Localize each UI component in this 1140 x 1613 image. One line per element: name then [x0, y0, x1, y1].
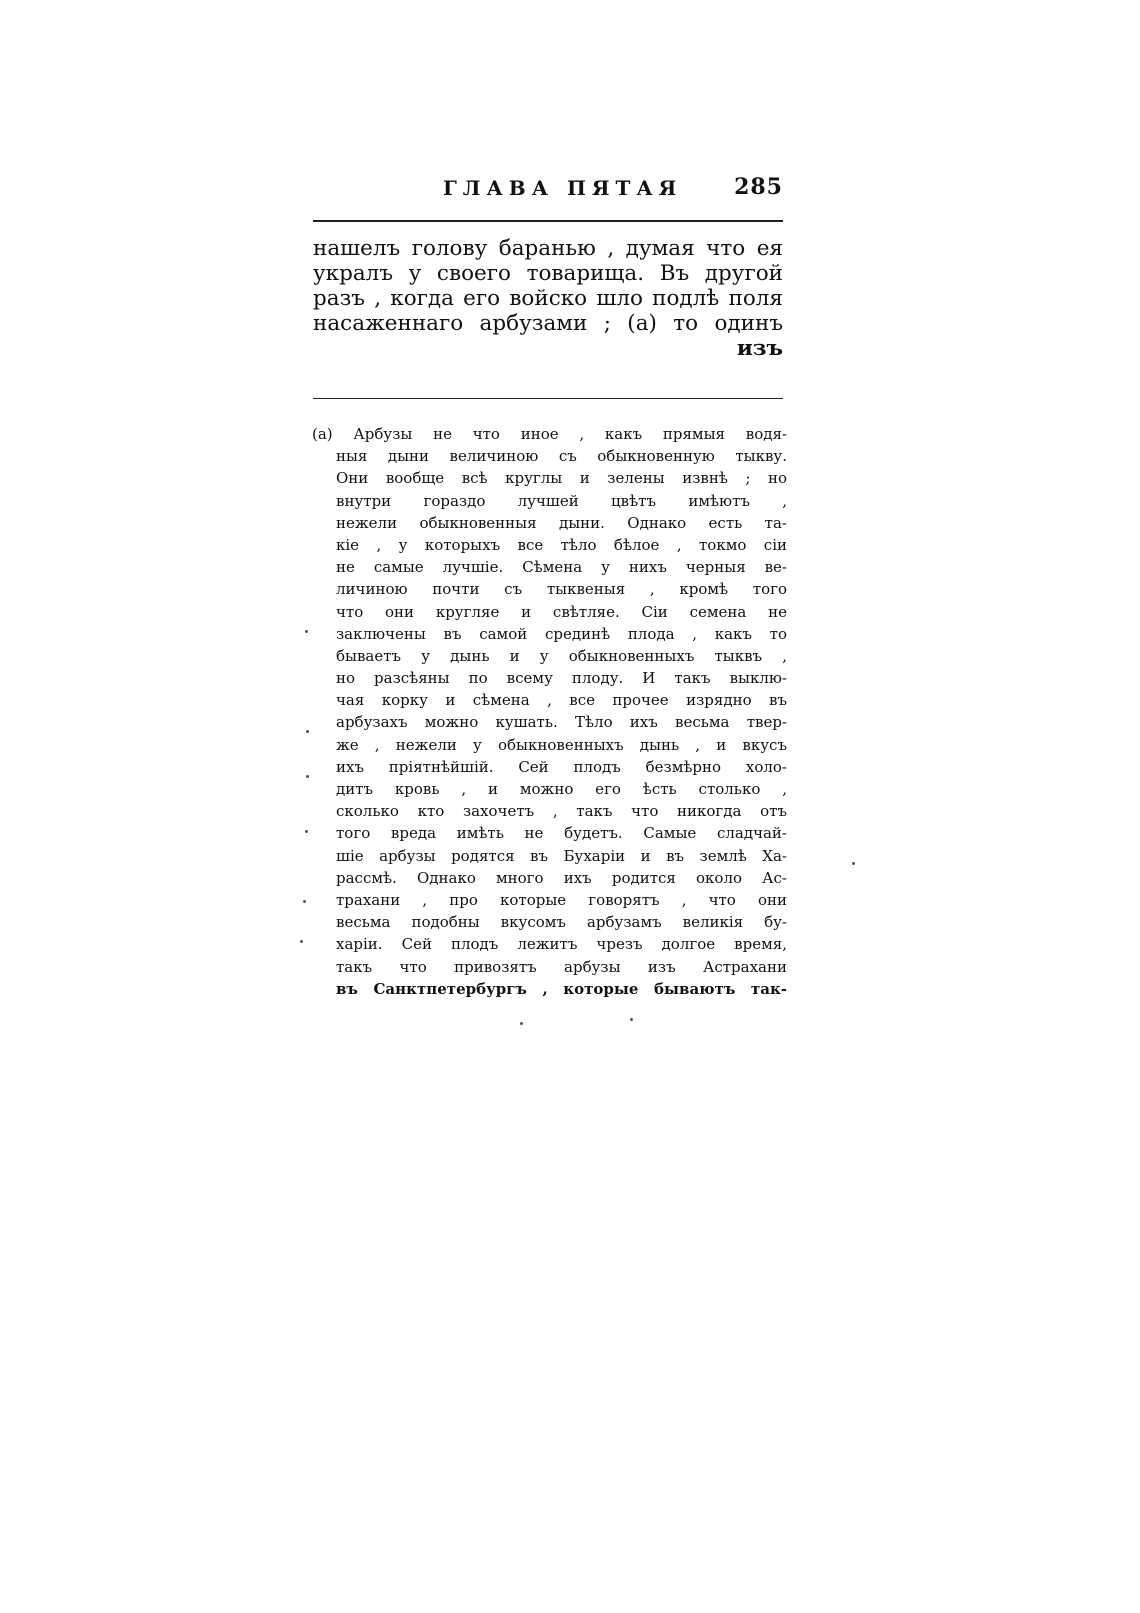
main-text-line: нашелъ голову баранью , думая что ея [313, 236, 783, 261]
footnote-line: внутри гораздо лучшей цвѣтъ имѣютъ , [336, 491, 787, 510]
footnote-line: но разсѣяны по всему плоду. И такъ выклю- [336, 669, 787, 688]
footnote-line: же , нежели у обыкновенныхъ дынь , и вкусъ [336, 735, 787, 754]
footnote-line: въ Санктпетербургъ , которые бываютъ так- [336, 979, 787, 998]
running-head [313, 170, 783, 210]
footnote-line: харіи. Сей плодъ лежитъ чрезъ долгое время, [336, 935, 787, 954]
footnote-rule [313, 398, 783, 399]
print-speck [520, 1022, 523, 1025]
main-text-line: укралъ у своего товарища. Въ другой [313, 261, 783, 286]
print-speck [852, 862, 855, 865]
footnote-line: такъ что привозятъ арбузы изъ Астрахани [336, 957, 787, 976]
print-speck [300, 940, 303, 943]
footnote-line: личиною почти съ тыквеныя , кромѣ того [336, 580, 787, 599]
main-text-line: насаженнаго арбузами ; (а) то одинъ [313, 311, 783, 336]
footnote-line: ихъ пріятнѣйшій. Сей плодъ безмѣрно холо- [336, 757, 787, 776]
print-speck [306, 775, 309, 778]
page-number: 285 [734, 174, 783, 200]
footnote-line: Они вообще всѣ круглы и зелены извнѣ ; но [336, 469, 787, 488]
catchword: изъ [736, 336, 783, 361]
footnote-line: рассмѣ. Однако много ихъ родится около Ас- [336, 868, 787, 887]
main-text-line: разъ , когда его войско шло подлѣ поля [313, 286, 783, 311]
footnote-line: нежели обыкновенныя дыни. Однако есть та- [336, 513, 787, 532]
print-speck [305, 630, 308, 633]
footnote-line: весьма подобны вкусомъ арбузамъ великія бу- [336, 913, 787, 932]
footnote-line: того вреда имѣть не будетъ. Самые сладчай- [336, 824, 787, 843]
footnote-line: арбузахъ можно кушать. Тѣло ихъ весьма твер- [336, 713, 787, 732]
print-speck [303, 900, 306, 903]
footnote-line: сколько кто захочетъ , такъ что никогда отъ [336, 802, 787, 821]
print-speck [306, 730, 309, 733]
footnote-line: кіе , у которыхъ все тѣло бѣлое , токмо сіи [336, 535, 787, 554]
footnote-line: заключены въ самой срединѣ плода , какъ то [336, 624, 787, 643]
print-speck [630, 1018, 633, 1021]
footnote-line: не самые лучшіе. Сѣмена у нихъ черныя ве- [336, 558, 787, 577]
footnote-line: трахани , про которые говорятъ , что они [336, 890, 787, 909]
running-title: ГЛАВА ПЯТАЯ [443, 176, 683, 200]
footnote-line: (а) Арбузы не что иное , какъ прямыя водя- [312, 425, 787, 443]
footnote-line: чая корку и сѣмена , все прочее изрядно въ [336, 691, 787, 710]
footnote-line: что они кругляе и свѣтляе. Сіи семена не [336, 602, 787, 621]
footnote-line: дитъ кровь , и можно его ѣсть столько , [336, 780, 787, 798]
header-rule [313, 220, 783, 222]
main-text [313, 236, 783, 361]
print-speck [305, 830, 308, 833]
footnote-line: бываетъ у дынь и у обыкновенныхъ тыквъ , [336, 646, 787, 665]
footnote [312, 423, 787, 1000]
footnote-line: шіе арбузы родятся въ Бухаріи и въ землѣ Ха- [336, 846, 787, 865]
footnote-line: ныя дыни величиною съ обыкновенную тыкву. [336, 447, 787, 466]
